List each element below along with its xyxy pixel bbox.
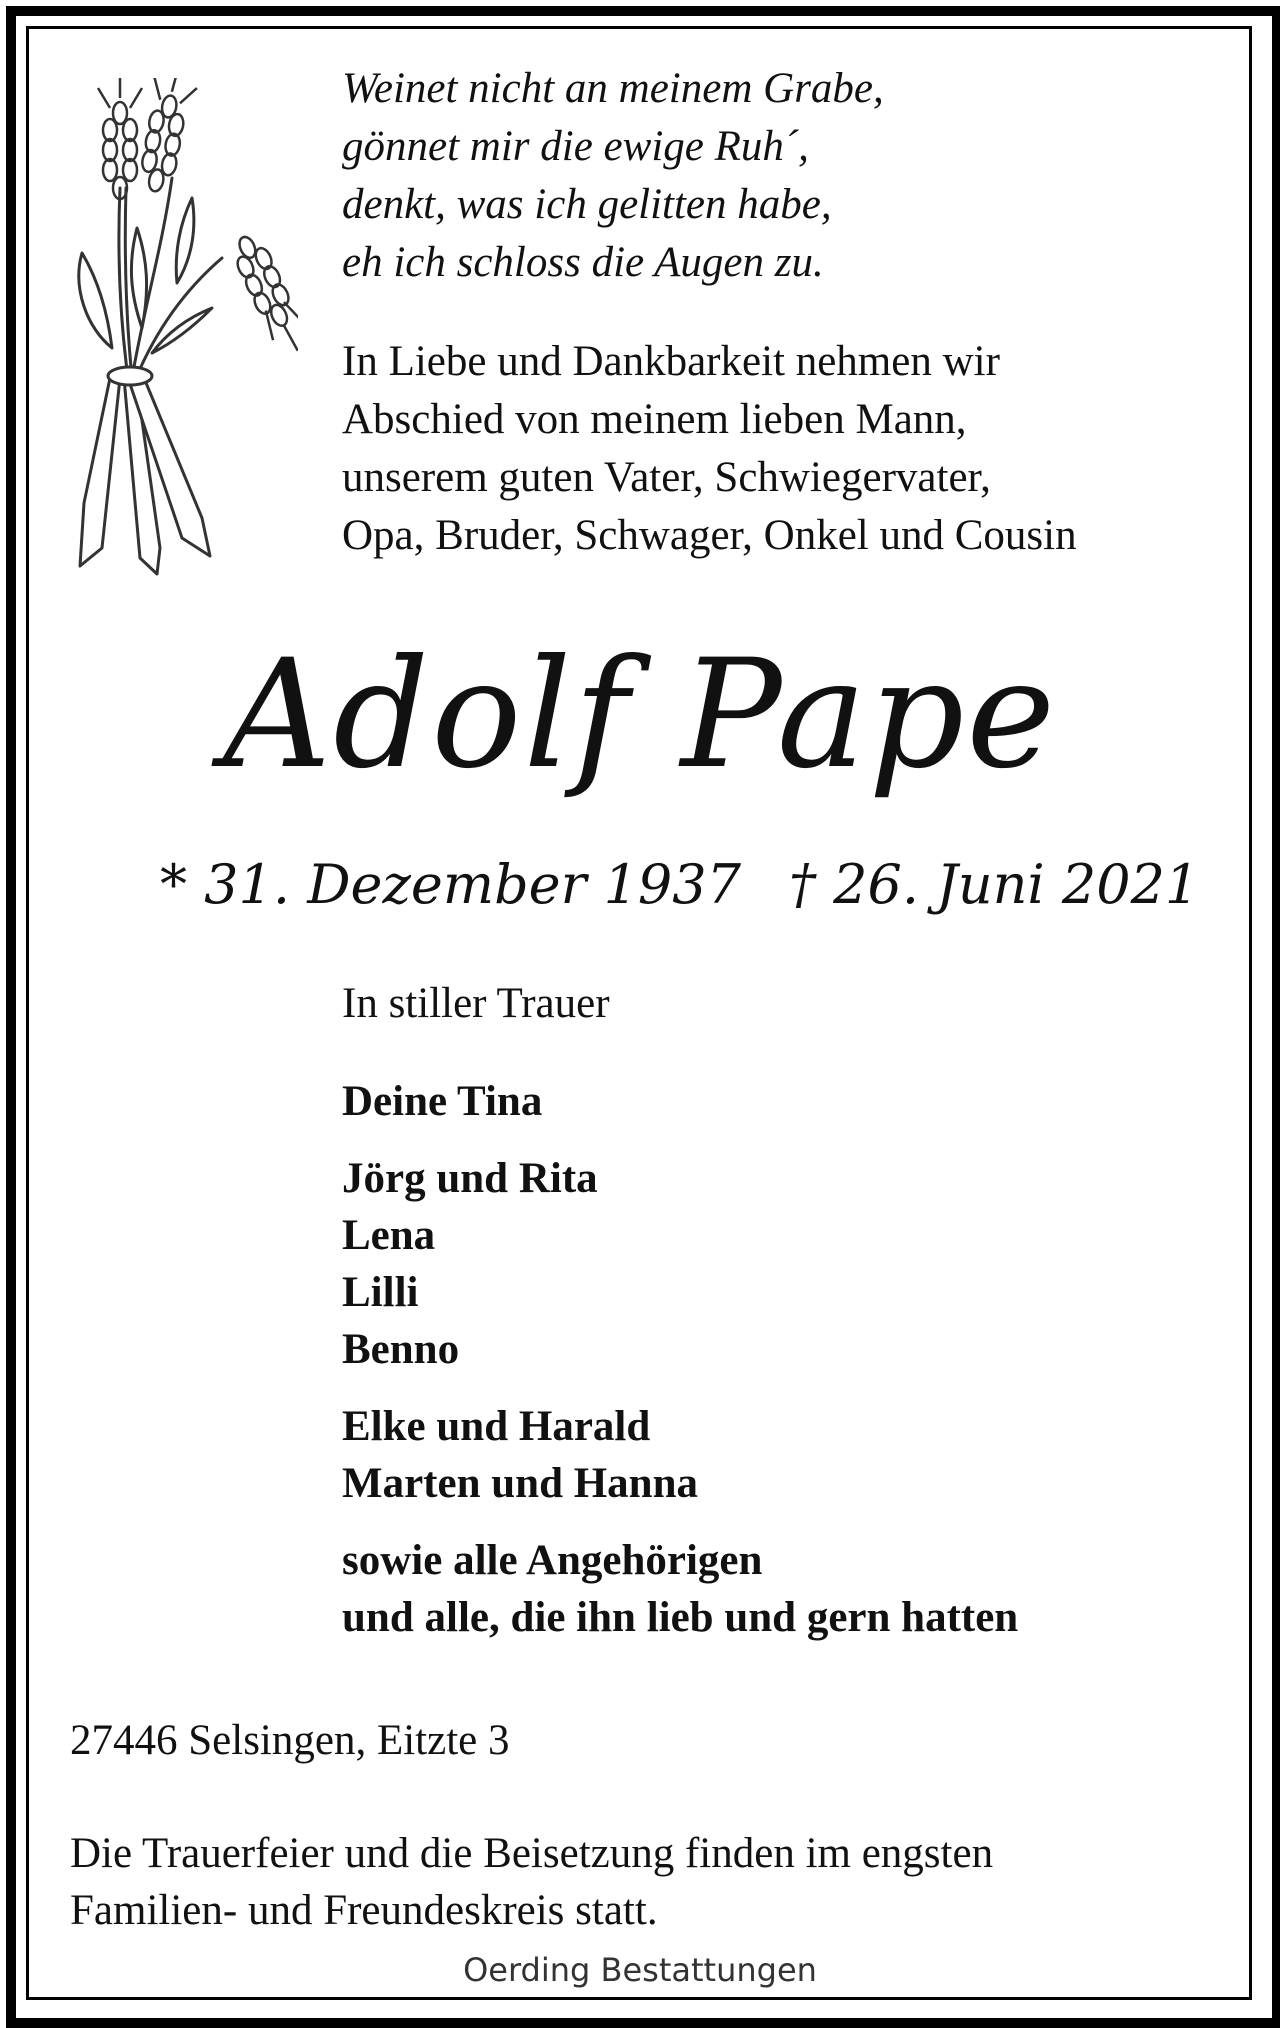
family-address: 27446 Selsingen, Eitzte 3 — [70, 1717, 510, 1764]
mourner-name: Lena — [342, 1212, 436, 1259]
mourner-line: sowie alle Angehörigen — [342, 1537, 763, 1584]
poem-verse — [342, 60, 884, 292]
mourner-name: Lilli — [342, 1269, 419, 1316]
undertaker-credit: Oerding Bestattungen — [463, 1951, 817, 1989]
mourner-name: Deine Tina — [342, 1078, 543, 1125]
deceased-name: Adolf Pape — [222, 628, 1058, 802]
ceremony-line: Die Trauerfeier und die Beisetzung finden im engsten — [70, 1830, 994, 1877]
mourner-group-family-2 — [342, 1398, 1018, 1512]
farewell-line: In Liebe und Dankbarkeit nehmen wir — [342, 338, 1000, 385]
mourner-name: Elke und Harald — [342, 1403, 651, 1450]
ceremony-notice — [70, 1825, 1230, 1939]
mourner-group-family-1 — [342, 1150, 1018, 1378]
mourner-line: und alle, die ihn lieb und gern hatten — [342, 1594, 1019, 1641]
life-dates — [160, 850, 1199, 920]
birth-date: * 31. Dezember 1937 — [160, 853, 742, 916]
farewell-text — [342, 333, 1222, 565]
death-date: † 26. Juni 2021 — [789, 853, 1200, 916]
ceremony-line: Familien- und Freundeskreis statt. — [70, 1887, 658, 1934]
mourners-list — [342, 1073, 1018, 1666]
farewell-line: Abschied von meinem lieben Mann, — [342, 396, 967, 443]
mourning-heading: In stiller Trauer — [342, 980, 610, 1027]
poem-line: gönnet mir die ewige Ruh´, — [342, 123, 809, 170]
mourner-name: Benno — [342, 1326, 460, 1373]
mourner-name: Marten und Hanna — [342, 1460, 699, 1507]
poem-line: Weinet nicht an meinem Grabe, — [342, 65, 884, 112]
poem-line: denkt, was ich gelitten habe, — [342, 181, 832, 228]
mourner-group-spouse — [342, 1073, 1018, 1130]
poem-line: eh ich schloss die Augen zu. — [342, 239, 824, 286]
mourner-group-relatives — [342, 1532, 1018, 1646]
mourner-name: Jörg und Rita — [342, 1155, 598, 1202]
wheat-sheaf-icon — [62, 78, 298, 583]
farewell-line: unserem guten Vater, Schwiegervater, — [342, 454, 991, 501]
farewell-line: Opa, Bruder, Schwager, Onkel und Cousin — [342, 512, 1077, 559]
